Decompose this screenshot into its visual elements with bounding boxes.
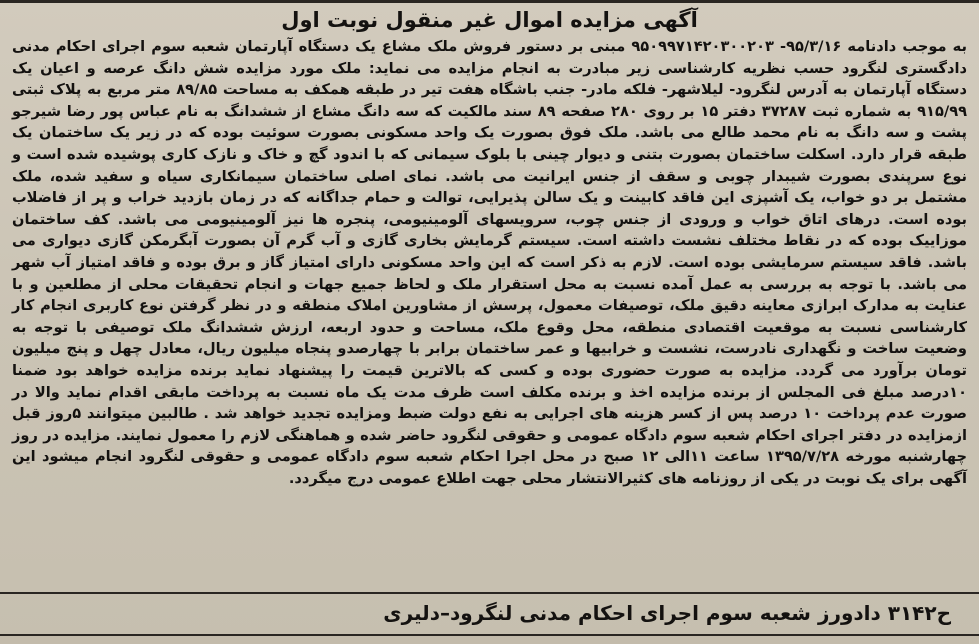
notice-title: آگهی مزایده اموال غیر منقول نوبت اول [281,8,698,32]
signature-divider [0,592,979,594]
top-divider [0,0,979,3]
notice-signature: ح۳۱۴۲ دادورز شعبه سوم اجرای احکام مدنی لنگرود–دلیری [383,601,951,625]
notice-body: به موجب دادنامه ۹۵/۳/۱۶- ۹۵۰۹۹۷۱۴۲۰۳۰۰۲۰۳ مبنی بر دستور فروش ملک مشاع یک دستگاه آپارتمان شعبه سوم اجرای احکام مدنی دادگستری لنگرود حسب نظریه کارشناسی زیر مبادرت به انجام مزایده می نماید: ملک مورد مزایده شش دانگ عرصه و اعیان یک دستگاه آپارتمان به آدرس لنگرود- لیلاشهر- فلکه مادر- جنب باشگاه هفت تیر در طبقه همکف به مساحت ۸۹/۸۵ متر مربع به پلاک ثبتی ۹۱۵/۹۹ به شماره ثبت ۳۷۲۸۷ دفتر ۱۵ بر روی ۲۸۰ صفحه ۸۹ سند مالکیت که سه دانگ مشاع از ششدانگ به نام عباس پور رضا شیرجو پشت و سه دانگ به نام محمد طالع می باشد. ملک فوق بصورت یک واحد مسکونی بصورت سوئیت بوده که در زیر یک ساختمان یک طبقه قرار دارد. اسکلت ساختمان بصورت بتنی و دیوار چینی با بلوک سیمانی که با اندود گچ و خاک و نازک کاری پوشیده شده است و نوع سرپندی بصورت شیبدار چوبی و سقف از جنس ایرانیت می باشد. نمای اصلی ساختمان سیمانکاری سیاه و سفید شده، ملک مشتمل بر دو خواب، یک آشپزی این فاقد کابینت و یک سالن پذیرایی، توالت و حمام جداگانه که در زمان بازدید خراب و پر از فاضلاب بوده است. درهای اتاق خواب و ورودی از جنس چوب، سرویسهای آلومینیومی، پنجره ها نیز آلومینیومی می باشد. کف ساختمان موزاییک بوده که در نقاط مختلف نشست داشته است. سیستم گرمایش بخاری گازی و آب گرم آن بصورت آبگرمکن گازی دیواری می باشد. فاقد سیستم سرمایشی بوده است. لازم به ذکر است که این واحد مسکونی دارای امتیاز گاز و برق بوده و فاقد امتیاز آب شهر می باشد. با توجه به بررسی به عمل آمده نسبت به محل استقرار ملک و لحاظ جمیع جهات و انجام تحقیقات محلی از مطلعین و با عنایت به مدارک ابرازی معاینه دقیق ملک، توصیفات معمول، پرسش از مشاورین املاک منطقه و در نظر گرفتن نوع کاربری انجام کار کارشناسی نسبت به موقعیت اقتصادی منطقه، محل وقوع ملک، مساحت و حدود اربعه، ارزش ششدانگ ملک توصیفی با توجه به وضعیت ساخت و نگهداری نادرست، نشست و خرابیها و عمر ساختمان برابر با چهارصدو پنجاه میلیون ریال، معادل چهل و پنج میلیون تومان برآورد می گردد. مزایده به صورت حضوری بوده و کسی که بالاترین قیمت را پیشنهاد نماید برنده مزایده خواهد بود ضمنا ۱۰درصد مبلغ فی المجلس از برنده مزایده اخذ و برنده مکلف است ظرف مدت یک ماه نسبت به پرداخت مابقی اقدام نماید والا در صورت عدم پرداخت ۱۰ درصد پس از کسر هزینه های اجرایی به نفع دولت ضبط ومزایده تجدید خواهد شد . طالبین میتوانند ۵روز قبل ازمزایده در دفتر اجرای احکام شعبه سوم دادگاه عمومی و حقوقی لنگرود حاضر شده و هماهنگی لازم را معمول نمایند. مزایده در روز چهارشنبه مورخه ۱۳۹۵/۷/۲۸ ساعت ۱۱الی ۱۲ صبح در محل اجرا احکام شعبه سوم دادگاه عمومی و حقوقی لنگرود انجام میشود این آگهی برای یک نوبت در یکی از روزنامه های کثیرالانتشار محلی جهت اطلاع عمومی درج میگردد. [12,38,968,487]
next-notice-fragment [0,636,979,644]
